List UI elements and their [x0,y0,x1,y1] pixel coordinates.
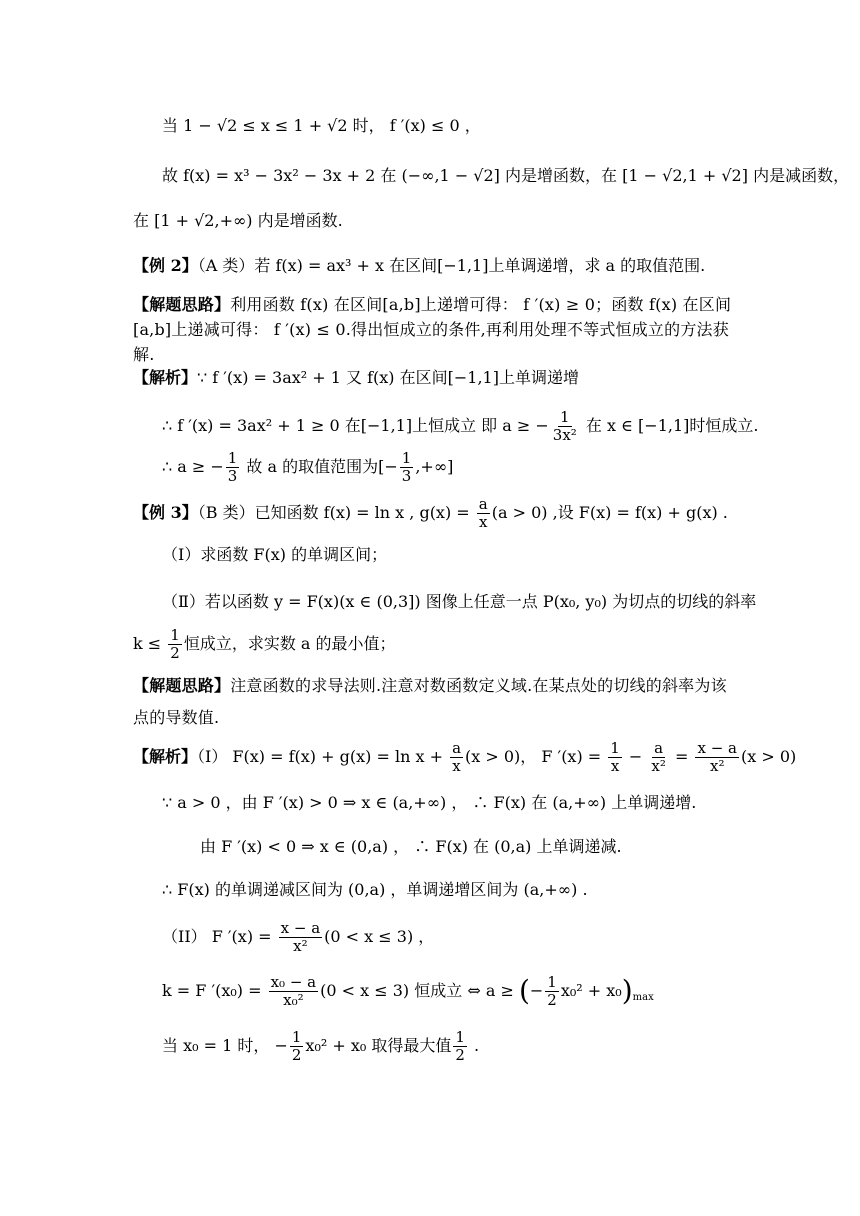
math-line: ∵ f ′(x) = 3ax² + 1 又 f(x) 在区间[−1,1]上单调递增 [197,368,579,387]
math-interval: (−∞,1 − √2] [401,166,500,185]
math-interval: [1 − √2,1 + √2] [622,166,748,185]
max-subscript: max [632,992,654,1004]
text: 内是增函数，在 [505,166,618,185]
math-interval: 1 − √2 ≤ x ≤ 1 + √2 [183,116,348,135]
math-text: ∴ f ′(x) = 3ax² + 1 ≥ 0 在[−1,1]上恒成立 即 a ≥ − [162,416,549,435]
text: ， [464,116,481,135]
question-text: 恒成立，求实数 a 的最小值； [183,634,396,653]
math-line: 由 F ′(x) < 0 ⇒ x ∈ (0,a) ， ∴ F(x) 在 (0,a) 上单调递减. [200,837,622,856]
example-tag: 【例 3】 [133,503,198,522]
math-text: 故 a 的取值范围为[− [241,457,398,476]
example-3-question-2 [162,589,757,615]
idea-text: 利用函数 f(x) 在区间[a,b]上递增可得： f ′(x) ≥ 0；函数 f(x) 在区间[a,b]上递减可得： f ′(x) ≤ 0.得出恒成立的条件,再利用处理不等式恒成立的方法获解. [133,295,732,364]
math-text: (0 < x ≤ 3) 恒成立 ⇔ a ≥ [320,981,519,1000]
math-text: （B 类）已知函数 f(x) = ln x , g(x) = [197,503,475,522]
text: 内是增函数. [257,211,343,230]
fraction: $\frac{1}{\text{3x²}}$ [552,408,577,444]
example-3-solution-line-3 [200,834,732,860]
math-interval: [1 + √2,+∞) [154,211,253,230]
math-text: （I） F(x) = f(x) + g(x) = ln x + [197,747,449,766]
math-text: (x > 0)， F ′(x) = [465,747,607,766]
math-derivative: f ′(x) ≤ 0 [389,116,460,135]
math-text: − [623,747,648,766]
math-text: x₀² + x₀ [560,981,622,1000]
line-monotonic-conclusion-cont [133,208,732,234]
idea-tag: 【解题思路】 [133,676,231,695]
paren-close: ) [621,974,633,1007]
text: 故 [162,166,184,185]
example-3-solution-line-4 [162,877,732,903]
example-tag: 【例 2】 [133,256,198,275]
example-3-statement [133,492,732,534]
example-2-solution-line-3 [162,446,732,488]
fraction: $\frac{a}{x}$ [452,739,462,775]
math-text: 在 x ∈ [−1,1]时恒成立. [580,416,759,435]
example-3-solution-line-1 [133,736,797,778]
fraction: $\frac{1}{2}$ [547,973,557,1009]
math-function: f(x) = x³ − 3x² − 3x + 2 [183,166,376,185]
fraction: $\frac{1}{2}$ [170,626,180,662]
fraction: $\frac{1}{2}$ [291,1028,302,1064]
math-text: = [669,747,694,766]
fraction: $\frac{1}{x}$ [610,739,620,775]
question-text: （Ⅱ）若以函数 y = F(x)(x ∈ (0,3]) 图像上任意一点 P(x₀, y₀) 为切点的切线的斜率 [162,592,757,611]
fraction: $\frac{x - a}{\text{x²}}$ [697,739,737,775]
fraction: $\frac{1}{3}$ [401,449,412,485]
fraction: $\frac{a}{\text{x²}}$ [651,739,666,775]
example-2-solution-line-2 [162,405,759,447]
solution-tag: 【解析】 [133,747,198,766]
fraction: $\frac{1}{3}$ [227,449,238,485]
example-3-solution-line-6 [162,967,732,1015]
minus-sign: − [529,981,544,1000]
math-line: ∵ a > 0 ，由 F ′(x) > 0 ⇒ x ∈ (a,+∞) ， ∴ F(x) 在 (a,+∞) 上单调递增. [162,793,697,812]
math-text: . [468,1036,480,1055]
text: 内是减函数， [753,166,850,185]
text: 当 [162,116,179,135]
fraction: $\frac{1}{2}$ [455,1028,465,1064]
math-text: ∴ a ≥ − [162,457,224,476]
question-text: （Ⅰ）求函数 F(x) 的单调区间； [162,545,388,564]
solution-tag: 【解析】 [133,368,198,387]
example-2-idea [133,292,732,367]
fraction: $\frac{x - a}{\text{x²}}$ [280,919,321,955]
text: 时， [352,116,385,135]
line-monotonic-conclusion [162,163,850,189]
fraction: $\frac{a}{x}$ [478,495,488,531]
math-text: k ≤ [133,634,167,653]
math-text: (0 < x ≤ 3) ， [324,927,435,946]
math-text: x₀² + x₀ 取得最大值 [305,1036,452,1055]
example-3-solution-line-2 [162,790,732,816]
math-text: k = F ′(x₀) = [162,981,267,1000]
math-line: ∴ F(x) 的单调递减区间为 (0,a) ，单调递增区间为 (a,+∞) . [162,880,588,899]
fraction: $\frac{\text{x₀ − a}}{\text{x₀²}}$ [270,973,317,1009]
text: 在 [380,166,397,185]
math-text: (a > 0) ,设 F(x) = f(x) + g(x) . [491,503,728,522]
example-3-solution-line-7 [162,1025,732,1067]
idea-tag: 【解题思路】 [133,295,231,314]
example-2-statement [133,253,732,279]
text: 在 [133,211,150,230]
example-3-question-1 [162,542,732,568]
math-text: (x > 0) [740,747,797,766]
paren-open: ( [518,974,530,1007]
math-text: （II） F ′(x) = [162,927,277,946]
idea-text: 注意函数的求导法则.注意对数函数定义域.在某点处的切线的斜率为该点的导数值. [133,676,727,727]
example-3-question-2-cont [133,623,732,665]
math-text: ,+∞] [415,457,454,476]
example-3-solution-line-5 [162,916,732,958]
math-text: 当 x₀ = 1 时， − [162,1036,288,1055]
line-critical-interval [162,113,732,139]
example-text: （A 类）若 f(x) = ax³ + x 在区间[−1,1]上单调递增，求 a 的取值范围. [197,256,706,275]
example-2-solution-line-1 [133,365,732,391]
example-3-idea [133,670,732,734]
